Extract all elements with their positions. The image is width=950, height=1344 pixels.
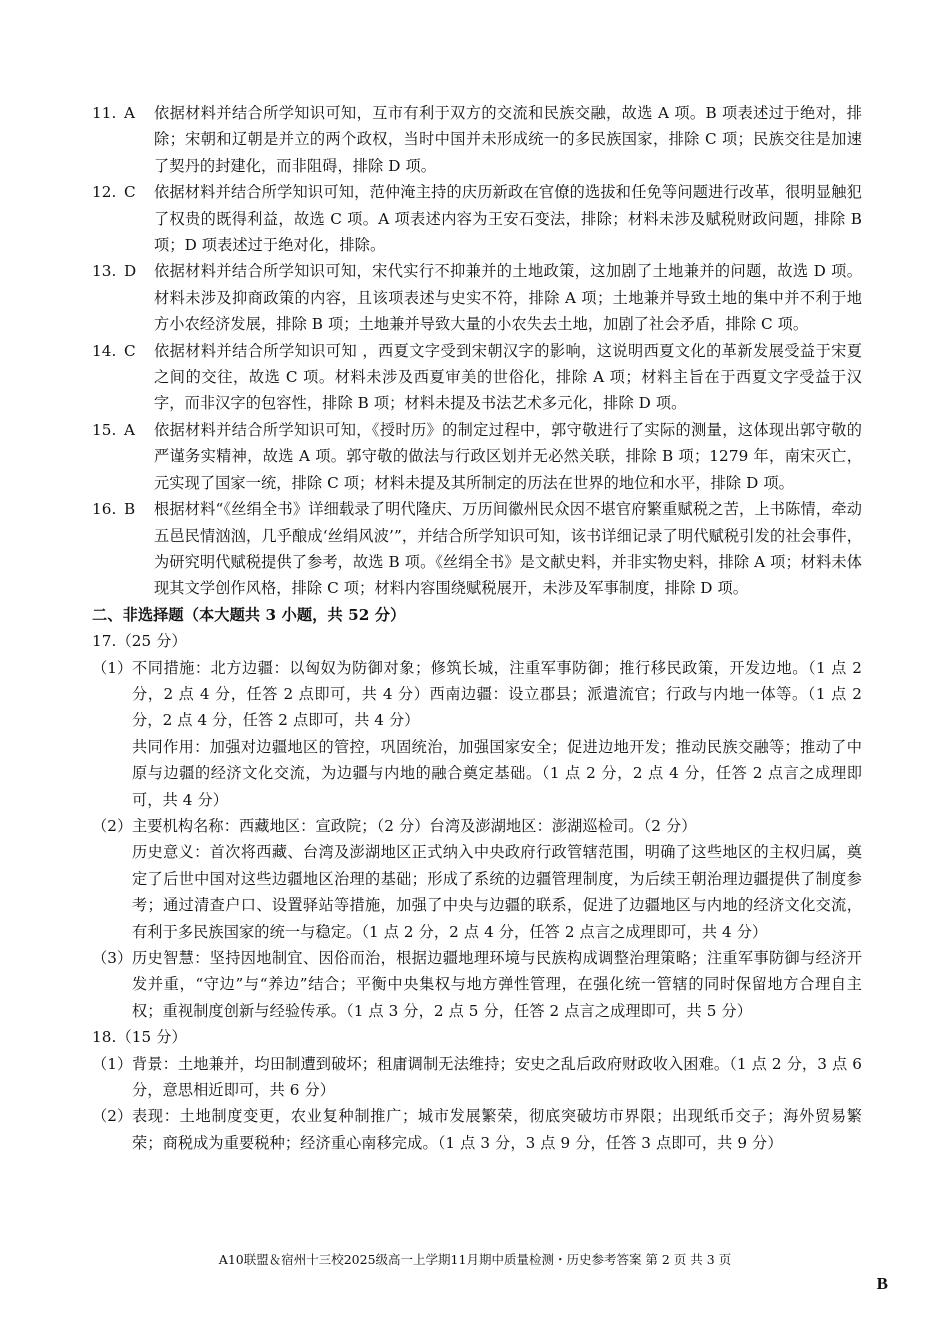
part-label: （2） bbox=[92, 1107, 133, 1126]
answer-explanation: 依据材料并结合所学知识可知，互市有利于双方的交流和民族交融，故选 A 项。B 项表述过于绝对，排除；宋朝和辽朝是并立的两个政权，当时中国并未形成统一的多民族国家，排除 C 项；民族交往是加速了契丹的封建化，而非阻碍，排除 D 项。 bbox=[154, 104, 862, 175]
answer-explanation: 依据材料并结合所学知识可知，《授时历》的制定过程中，郭守敬进行了实际的测量，这体现出郭守敬的严谨务实精神，故选 A 项。郭守敬的做法与行政区划并无必然关联，排除 B 项；1279 年，南宋灭亡，元实现了国家一统，排除 C 项；材料未提及其所制定的历法在世界的地位和水平，排除 D 项。 bbox=[154, 420, 862, 492]
answer-item-15 bbox=[92, 417, 862, 496]
answer-explanation: 根据材料“《丝绢全书》详细载录了明代隆庆、万历间徽州民众因不堪官府繁重赋税之苦，上书陈情，牵动五邑民情汹汹，几乎酿成‘丝绢风波’”，并结合所学知识可知，该书详细记录了明代赋税引发的社会事件，为研究明代赋税提供了参考，故选 B 项。《丝绢全书》是文献史料，并非实物史料，排除 A 项；材料未体现其文学创作风格，排除 C 项；材料内容围绕赋税展开，未涉及军事制度，排除 D 项。 bbox=[154, 500, 862, 598]
answer-letter: C bbox=[124, 183, 136, 202]
answer-item-13 bbox=[92, 258, 862, 337]
question-number: 11. bbox=[92, 104, 117, 122]
question-17-part-1-extra: 共同作用：加强对边疆地区的管控，巩固统治，加强国家安全；促进边地开发；推动民族交融等；推动了中原与边疆的经济文化交流，为边疆与内地的融合奠定基础。（1 点 2 分，2 点 4 分，任答 2 点言之成理即可，共 4 分） bbox=[132, 737, 862, 809]
page-footer: A10联盟＆宿州十三校2025级高一上学期11月期中质量检测・历史参考答案 第 2 页 共 3 页 bbox=[218, 1252, 732, 1267]
answer-letter: B bbox=[124, 500, 136, 519]
answer-explanation: 依据材料并结合所学知识可知，范仲淹主持的庆历新政在官僚的选拔和任免等问题进行改革，很明显触犯了权贵的既得利益，故选 C 项。A 项表述内容为王安石变法，排除；材料未涉及赋税财政问题，排除 B 项；D 项表述过于绝对化，排除。 bbox=[154, 183, 862, 255]
section-title: 二、非选择题（本大题共 3 小题，共 52 分） bbox=[92, 605, 406, 624]
part-text: 历史智慧：坚持因地制宜、因俗而治，根据边疆地理环境与民族构成调整治理策略；注重军事防御与经济开发并重，“守边”与“养边”结合；平衡中央集权与地方弹性管理，在强化统一管辖的同时保留地方合理自主权；重视制度创新与经验传承。（1 点 3 分，2 点 5 分，任答 2 点言之成理即可，共 5 分） bbox=[132, 949, 862, 1020]
question-17-part-1 bbox=[92, 655, 862, 734]
question-18-header: 18.（15 分） bbox=[92, 1028, 187, 1047]
question-17-header: 17.（25 分） bbox=[92, 632, 187, 651]
part-text: 不同措施：北方边疆：以匈奴为防御对象；修筑长城，注重军事防御；推行移民政策，开发边地。（1 点 2 分，2 点 4 分，任答 2 点即可，共 4 分）西南边疆：设立郡县；派遣流官；行政与内地一体等。（1 点 2 分，2 点 4 分，任答 2 点即可，共 4 分） bbox=[132, 658, 862, 730]
answer-explanation: 依据材料并结合所学知识可知 ，西夏文字受到宋朝汉字的影响，这说明西夏文化的革新发展受益于宋夏之间的交往，故选 C 项。材料未涉及西夏审美的世俗化，排除 A 项；材料主旨在于西夏文字受益于汉字，而非汉字的包容性，排除 B 项；材料未提及书法艺术多元化，排除 D 项。 bbox=[154, 341, 862, 413]
part-text: 背景：土地兼并，均田制遭到破坏；租庸调制无法维持；安史之乱后政府财政收入困难。（1 点 2 分，3 点 6 分，意思相近即可，共 6 分） bbox=[132, 1054, 862, 1100]
answer-letter: D bbox=[124, 262, 137, 281]
answer-letter: A bbox=[124, 104, 136, 122]
answer-item-11 bbox=[92, 100, 862, 179]
question-18-part-2 bbox=[92, 1103, 862, 1156]
answer-explanation: 依据材料并结合所学知识可知，宋代实行不抑兼并的土地政策，这加剧了土地兼并的问题，故选 D 项。材料未涉及抑商政策的内容，且该项表述与史实不符，排除 A 项；土地兼并导致土地的集中并不利于地方小农经济发展，排除 B 项；土地兼并导致大量的小农失去土地，加剧了社会矛盾，排除 C 项。 bbox=[154, 262, 862, 334]
part-label: （2） bbox=[92, 816, 133, 835]
answer-item-14 bbox=[92, 338, 862, 417]
version-mark: B bbox=[876, 1274, 888, 1293]
question-number: 13. bbox=[92, 262, 117, 281]
answer-item-16 bbox=[92, 496, 862, 602]
answer-letter: A bbox=[124, 420, 136, 439]
part-label: （1） bbox=[92, 1054, 133, 1073]
question-number: 15. bbox=[92, 420, 117, 439]
question-number: 16. bbox=[92, 500, 117, 519]
part-label: （3） bbox=[92, 949, 133, 967]
question-17-part-3 bbox=[92, 945, 862, 1024]
question-17-part-2-extra: 历史意义：首次将西藏、台湾及澎湖地区正式纳入中央政府行政管辖范围，明确了这些地区的主权归属，奠定了后世中国对这些边疆地区治理的基础；形成了系统的边疆管理制度，为后续王朝治理边疆提供了制度参考；通过清查户口、设置驿站等措施，加强了中央与边疆的联系，促进了边疆地区与内地的经济文化交流，有利于多民族国家的统一与稳定。（1 点 2 分，2 点 4 分，任答 2 点言之成理即可，共 4 分） bbox=[132, 843, 862, 941]
part-label: （1） bbox=[92, 658, 133, 677]
question-17-part-2 bbox=[92, 813, 862, 839]
question-18-part-1 bbox=[92, 1051, 862, 1104]
answer-item-12 bbox=[92, 179, 862, 258]
part-text: 主要机构名称：西藏地区：宣政院；（2 分）台湾及澎湖地区：澎湖巡检司。（2 分） bbox=[132, 816, 697, 835]
answer-document bbox=[92, 100, 862, 1156]
question-number: 14. bbox=[92, 341, 117, 360]
question-number: 12. bbox=[92, 183, 117, 202]
answer-letter: C bbox=[124, 341, 136, 360]
part-text: 表现：土地制度变更，农业复种制推广；城市发展繁荣，彻底突破坊市界限；出现纸币交子；海外贸易繁荣；商税成为重要税种；经济重心南移完成。（1 点 3 分，3 点 9 分，任答 3 点即可，共 9 分） bbox=[132, 1107, 862, 1152]
